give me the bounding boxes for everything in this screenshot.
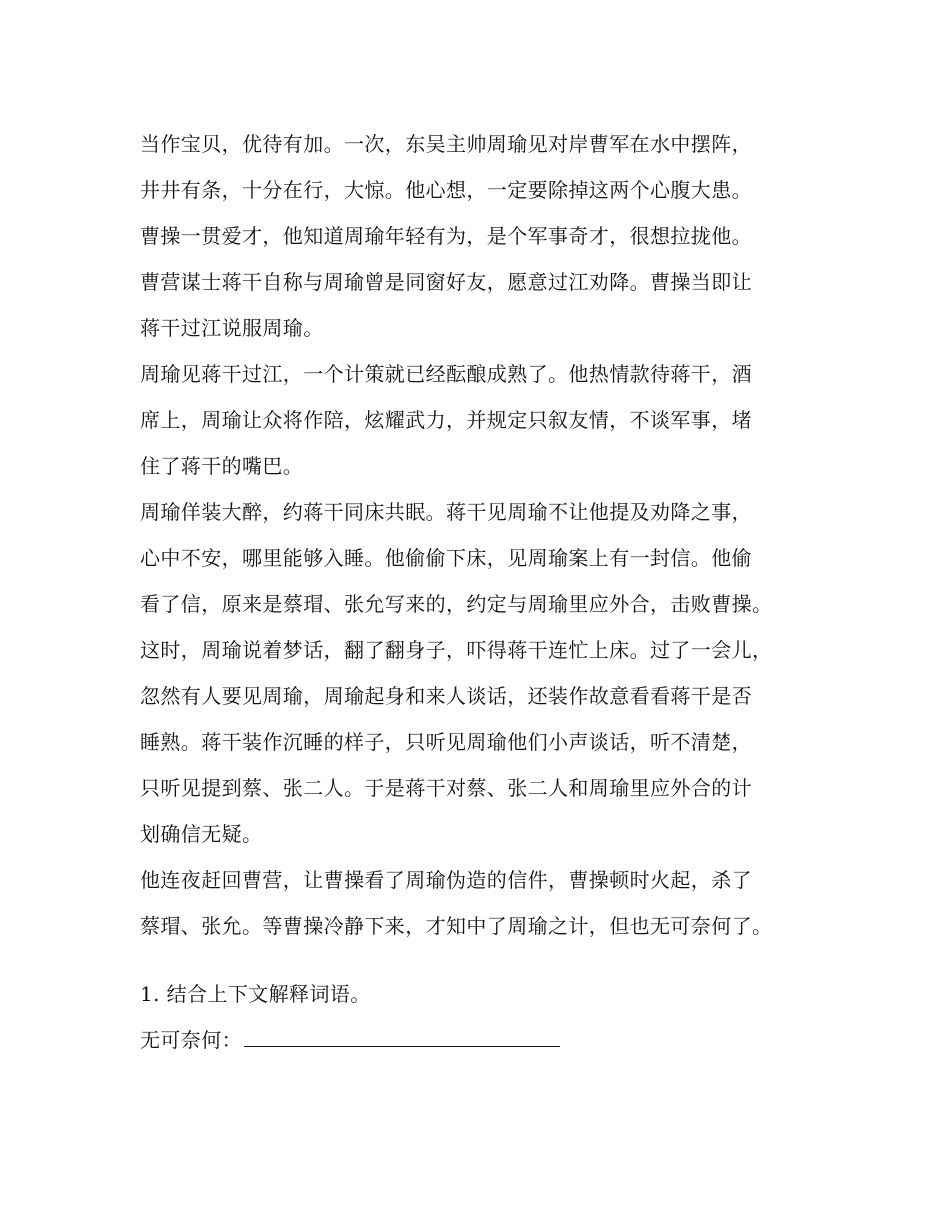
- passage-line: 只听见提到蔡、张二人。于是蒋干对蔡、张二人和周瑜里应外合的计: [140, 776, 752, 800]
- passage-line: 周瑜佯装大醉，约蒋干同床共眠。蒋干见周瑜不让他提及劝降之事，: [140, 500, 752, 524]
- section-gap: [140, 949, 820, 971]
- passage-line: 这时，周瑜说着梦话，翻了翻身子，吓得蒋干连忙上床。过了一会儿，: [140, 638, 773, 662]
- passage-line: 他连夜赶回曹营，让曹操看了周瑜伪造的信件，曹操顿时火起，杀了: [140, 868, 752, 892]
- passage-line: 划确信无疑。: [140, 822, 263, 846]
- passage-line: 当作宝贝，优待有加。一次，东吴主帅周瑜见对岸曹军在水中摆阵，: [140, 132, 752, 156]
- passage-line: 忽然有人要见周瑜，周瑜起身和来人谈话，还装作故意看看蒋干是否: [140, 684, 752, 708]
- passage-line: 曹操一贯爱才，他知道周瑜年轻有为，是个军事奇才，很想拉拢他。: [140, 224, 752, 248]
- passage-line: 看了信，原来是蔡瑁、张允写来的，约定与周瑜里应外合，击败曹操。: [140, 592, 773, 616]
- passage-text: [140, 121, 820, 1063]
- passage-line: 蒋干过江说服周瑜。: [140, 316, 324, 340]
- passage-line: 席上，周瑜让众将作陪，炫耀武力，并规定只叙友情，不谈军事，堵: [140, 408, 752, 432]
- passage-line: 曹营谋士蒋干自称与周瑜曾是同窗好友，愿意过江劝降。曹操当即让: [140, 270, 752, 294]
- answer-blank[interactable]: [244, 1026, 560, 1047]
- passage-line: 住了蒋干的嘴巴。: [140, 454, 304, 478]
- passage-line: 心中不安，哪里能够入睡。他偷偷下床，见周瑜案上有一封信。他偷: [140, 546, 752, 570]
- passage-line: 蔡瑁、张允。等曹操冷静下来，才知中了周瑜之计，但也无可奈何了。: [140, 914, 773, 938]
- passage-line: 睡熟。蒋干装作沉睡的样子，只听见周瑜他们小声谈话，听不清楚，: [140, 730, 752, 754]
- question-prompt: 1. 结合上下文解释词语。: [140, 982, 371, 1006]
- term-label: 无可奈何：: [140, 1028, 242, 1052]
- passage-line: 周瑜见蒋干过江，一个计策就已经酝酿成熟了。他热情款待蒋干，酒: [140, 362, 752, 386]
- passage-line: 井井有条，十分在行，大惊。他心想，一定要除掉这两个心腹大患。: [140, 178, 752, 202]
- question-term-row: [140, 1017, 820, 1063]
